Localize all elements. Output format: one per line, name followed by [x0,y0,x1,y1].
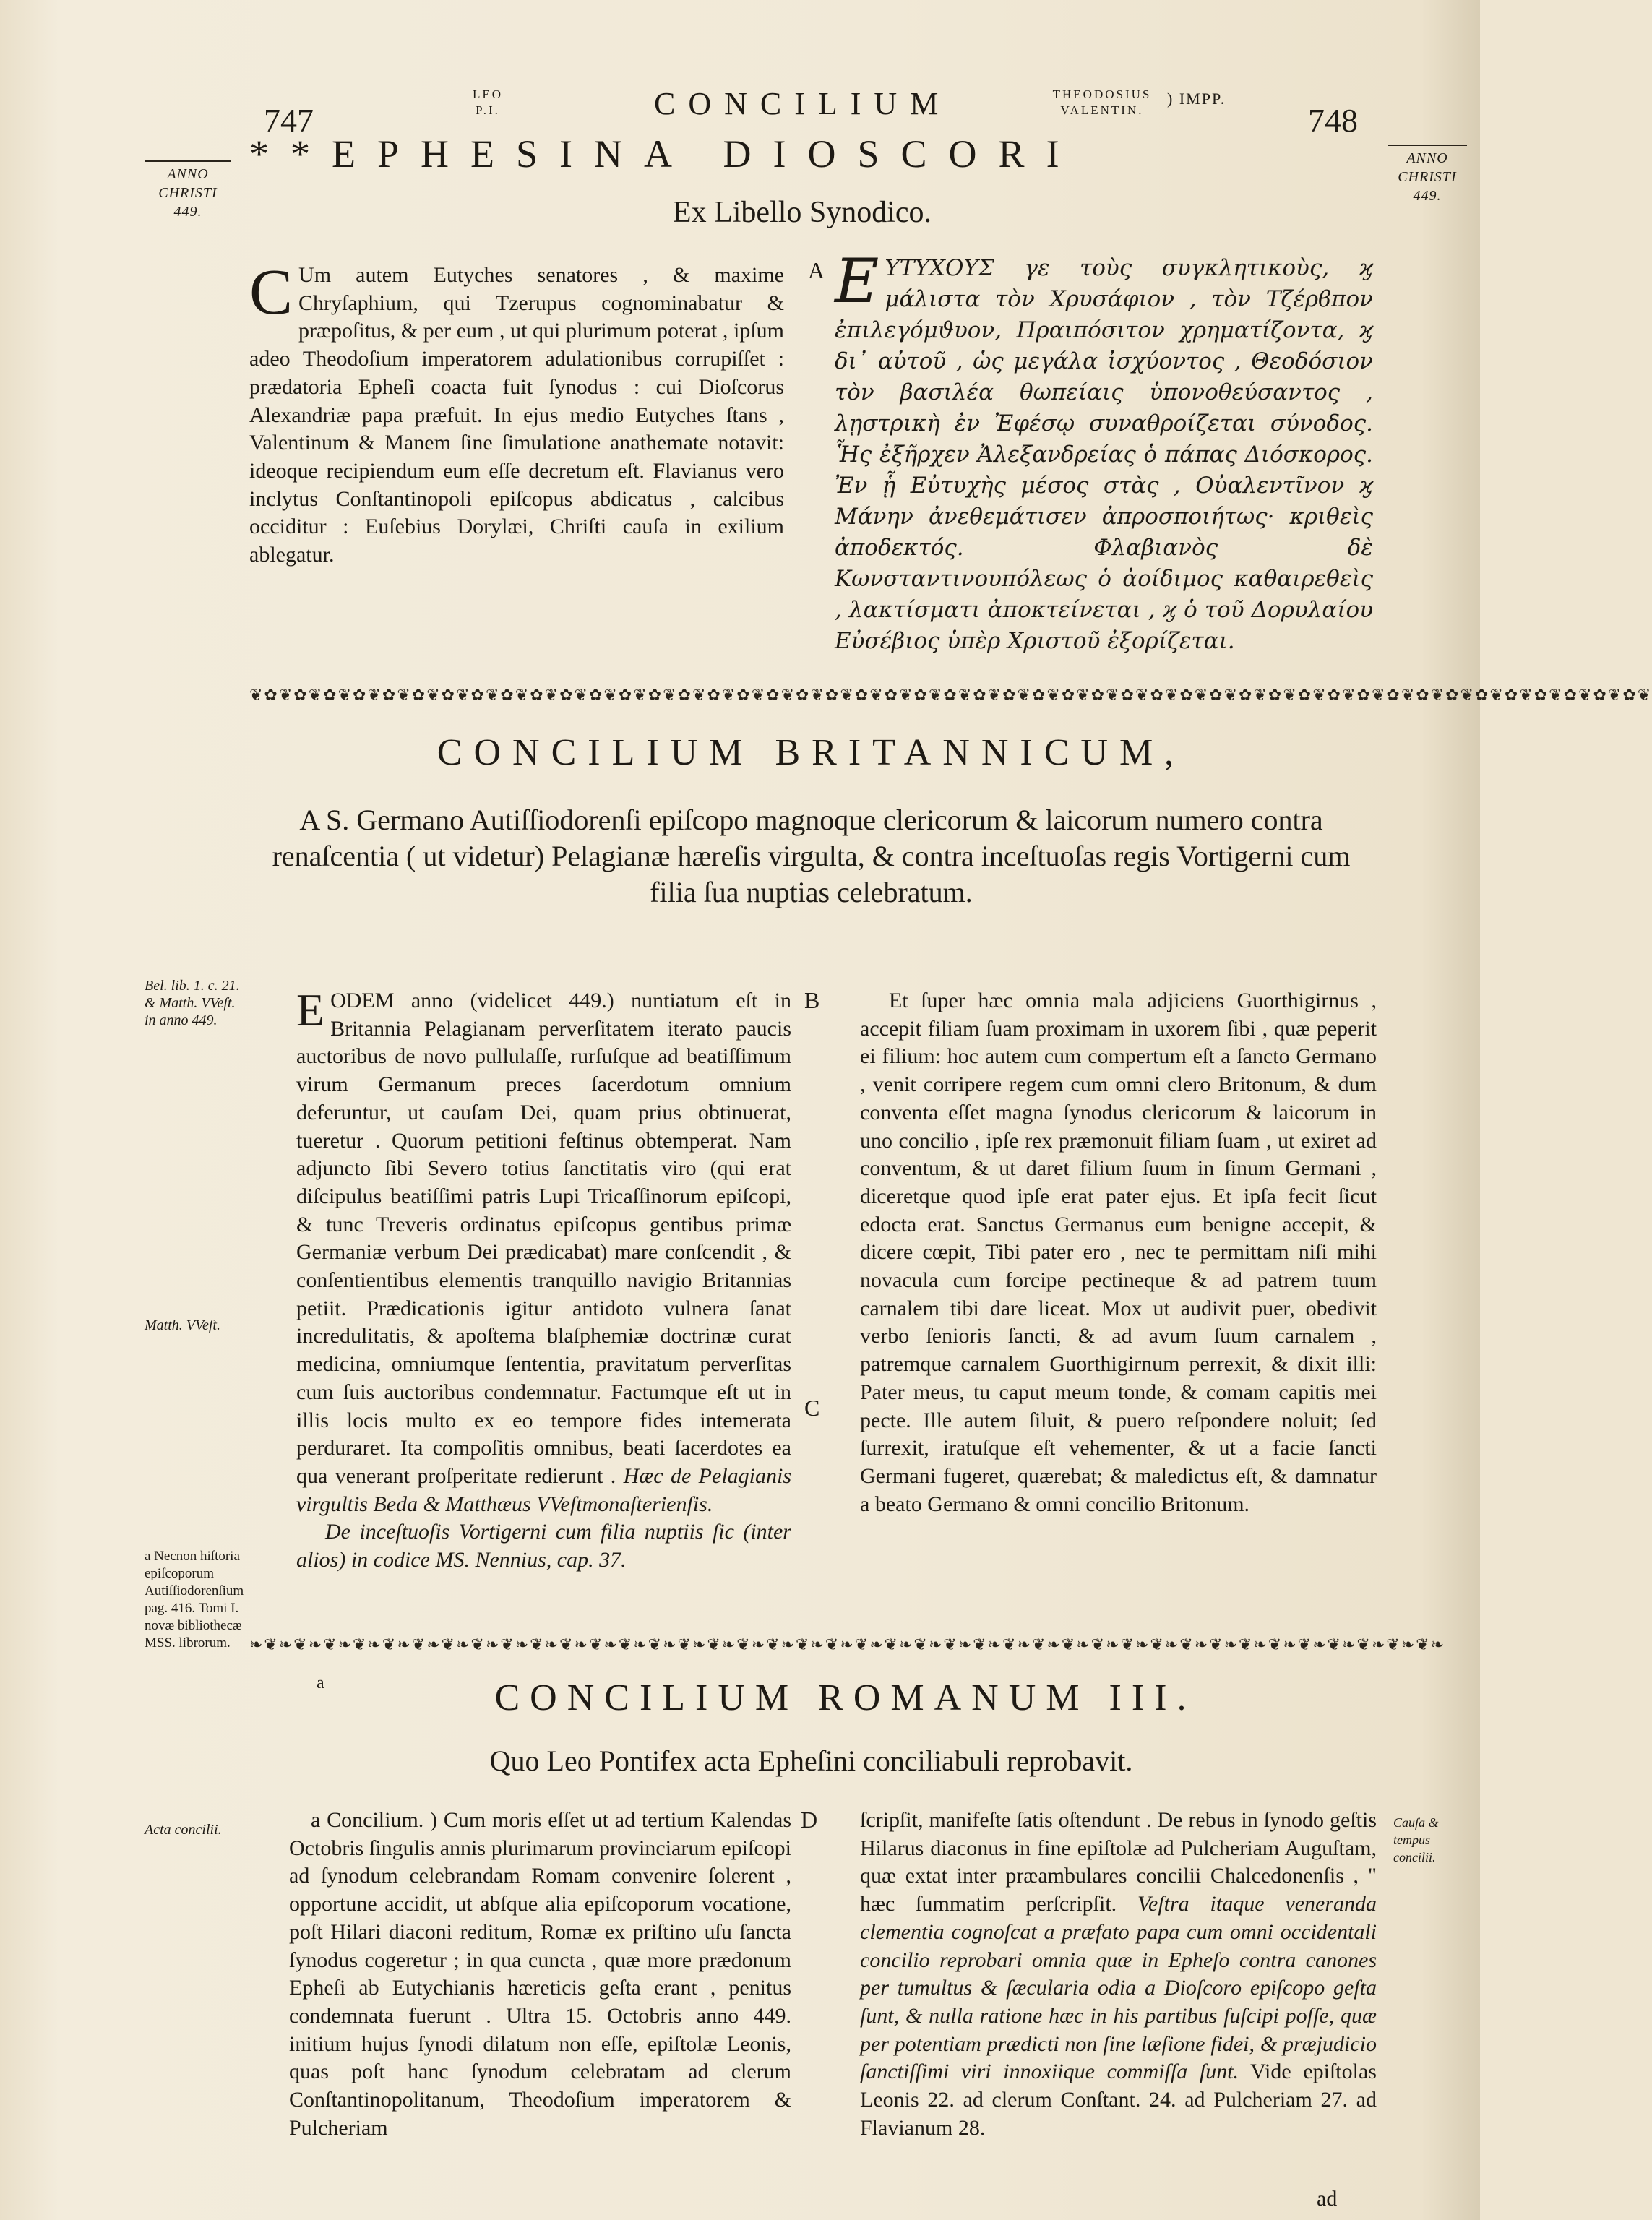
pope-name: LEO [472,87,504,101]
emperor-2: VALENTIN. [1060,103,1144,117]
emperors-header [1041,87,1163,119]
romanum-subheading: Quo Leo Pontifex acta Epheſini conciliabuli reprobavit. [489,1744,1133,1777]
margin-note-bede: Bel. lib. 1. c. 21. & Matth. VVeſt. in anno 449. [145,978,240,1028]
latin-column-1 [249,257,784,637]
latin-text: Um autem Eutyches senatores , & maxime Chryſaphium, qui Tzerupus cognominabatur & præpoſitus, & per eum , ut qui plurimum poterat , ipſum adeo Theodoſium imperatorem adulationibus corrupiſſet : prædatoria Epheſi coacta fuit ſynodus : cui Dioſcorus Alexandriæ papa præfuit. In ejus medio Eutyches ſtans , Valentinum & Manem ſine ſimulatione anathemate notavit: ideoque recipiendum eum eſſe decretum eſt. Flavianus vero inclytus Conſtantinopoli epiſcopus abdicatus , calcibus occiditur : Euſebius Dorylæi, Chriſti cauſa in exilium ablegatur. [249,263,784,567]
romanum-right-quote: Veſtra itaque veneranda clementia cognoſcat a præfato papa cum omni occidentali concilio reprobari omnia quæ in Epheſo contra canones per tumultus & ſæcularia odia a Dioſcoro epiſcopo geſta ſunt, & nulla ratione hæc in his partibus ſuſcipi poſſe, quæ per potentiam prædicti non ſine læſione fidei, & præjudicio ſanctiſſimi viri innoxiique commiſſa ſunt. [860,1892,1377,2084]
year-label: 449. [173,204,202,220]
anno-christi-right [1388,145,1467,205]
greek-text: ΥΤΥΧΟΥΣ γε τοὺς συγκλητικοὺς, ϗ μάλιστα τὸν Χρυσάφιον , τὸν Τζέρϐπον ἐπιλεγόμϑυον, Πραιπόσιτον χρηματίζοντα, ϗ δι᾽ αὐτοῦ , ὡς μεγάλα ἰσχύοντος , Θεοδόσιον τὸν βασιλέα θωπείαις ὑπονοθεύσαντος , λῃστρικὴ ἐν Ἐφέσῳ συναθροίζεται σύνοδος. Ἧς ἐξῆρχεν Ἀλεξανδρείας ὁ πάπας Διόσκορος. Ἐν ᾗ Εὐτυχὴς μέσος στὰς , Οὐαλεντῖνον ϗ Μάνην ἀνεθεμάτισεν ἀπροσποιήτως· κριθεὶς ἀποδεκτός. Φλαβιανὸς δὲ Κωνσταντινουπόλεως ὁ ἀοίδιμος καθαιρεθεὶς , λακτίσματι ἀποκτείνεται , ϗ ὁ τοῦ Δορυλαίου Εὐσέβιος ὑπὲρ Χριστοῦ ἐξορίζεται. [835,255,1373,654]
anno-christi-left [145,160,231,221]
greek-drop-cap: Ε [835,246,879,317]
romanum-right-text: ſcripſit, manifeſte ſatis oſtendunt . De rebus in ſynodo geſtis Hilarus diaconus in fine epiſtolæ ad Pulcheriam Auguſtam, quæ extat inter præambulares concilii Chalcedonenſis , " hæc ſummatim perſcripſit. [860,1808,1377,1916]
margin-note-historia: a Necnon hiſtoria epiſcoporum Autiſſiodorenſium pag. 416. Tomi I. novæ bibliothecæ MSS. librorum. [145,1549,244,1651]
drop-cap: C [249,257,293,328]
pope-number: P.I. [476,103,500,117]
ornament-divider-1: ❦✿❦✿❦✿❦✿❦✿❦✿❦✿❦✿❦✿❦✿❦✿❦✿❦✿❦✿❦✿❦✿❦✿❦✿❦✿❦✿❦✿❦✿❦✿❦✿❦✿❦✿❦✿❦✿❦✿❦✿❦✿❦✿❦✿❦✿❦✿❦✿❦✿❦✿❦✿❦✿❦✿❦✿❦✿❦✿❦✿❦✿❦✿❦ [249,687,1652,705]
catchword: ad [1317,2187,1338,2211]
margin-letter-d: D [801,1807,818,1833]
margin-note-acta: Acta concilii. [145,1822,222,1838]
romanum-right-column [860,1807,1377,2182]
britannicum-note-nennius: De inceſtuoſis Vortigerni cum filia nuptiis ſic (inter alios) in codice MS. Nennius, cap. 37. [296,1520,791,1572]
heading-note-marker: a [317,1674,324,1692]
emperor-1: THEODOSIUS [1052,87,1152,101]
margin-letter-b: B [804,987,820,1013]
christi-label: CHRISTI [158,185,218,201]
margin-letter-a: A [808,257,825,283]
ornament-divider-2: ❧❦❧❦❧❦❧❦❧❦❧❦❧❦❧❦❧❦❧❦❧❦❧❦❧❦❧❦❧❦❧❦❧❦❧❦❧❦❧❦❧❦❧❦❧❦❧❦❧❦❧❦❧❦❧❦❧❦❧❦❧❦❧❦❧❦❧❦❧❦❧❦❧❦❧❦❧❦❧❦❧ [249,1636,1446,1654]
britannicum-heading: CONCILIUM BRITANNICUM, [436,732,1186,773]
pope-header [455,87,520,119]
drop-cap: E [296,984,325,1036]
ephesina-title: **EPHESINA DIOSCORI [249,132,1081,176]
ex-libello-subtitle: Ex Libello Synodico. [672,196,932,229]
margin-letter-c: C [804,1395,820,1421]
anno-label: ANNO [1406,150,1448,166]
greek-column-1 [835,246,1373,668]
year-label: 449. [1413,188,1442,204]
romanum-right-end: Vide epiſtolas Leonis 22. ad clerum Conſtant. 24. ad Pulcheriam 27. ad Flavianum 28. [860,2060,1377,2140]
christi-label: CHRISTI [1398,169,1457,185]
britannicum-right-column: Et ſuper hæc omnia mala adjiciens Guorthigirnus , accepit filiam ſuam proximam in uxorem ſibi , quæ peperit ei filium: hoc autem cum compertum eſt a ſancto Germano , venit corripere regem cum omni clero Britonum, & dum conventa eſſet magna ſynodus clericorum & laicorum in uno concilio , ipſe rex præmonuit filiam ſuam , ut exiret ad conventum, & ut daret filium ſuum in ſinum Germani , diceretque quod ipſe erat pater ejus. Et ipſa fecit ſicut edocta erat. Sanctus Germanus eum benigne accepit, & dicere cœpit, Tibi pater ero , nec te permittam niſi mihi novacula cum forcipe pectineque & ad patrem tuum carnalem tibi dare liceat. Mox ut audivit puer, obedivit verbo ſenioris ſancti, & ad avum ſuum carnalem , patremque carnalem Guorthigirnum perrexit, & dixit illi: Pater meus, tu caput meum tonde, & comam capitis mei pecte. Ille autem ſiluit, & puero reſpondere noluit; ſed ſurrexit, iratuſque eſt vehementer, & ut a facie ſancti Germani fugeret, quærebat; & maledictus eſt, & damnatur a beato Germano & omni concilio Britonum. [860,989,1377,1516]
anno-label: ANNO [167,166,209,182]
impp-label: ) IMPP. [1167,90,1226,108]
page-number-left: 747 [264,102,314,139]
britannicum-note-bede: Hæc de Pelagianis virgultis Beda & Matthæus VVeſtmonaſterienſis. [296,1463,791,1516]
britannicum-subheading: A S. Germano Autiſſiodorenſi epiſcopo magnoque clericorum & laicorum numero contra renaſcentia ( ut videtur) Pelagianæ hæreſis virgulta, & contra inceſtuoſas regis Vortigerni cum filia ſua nuptias celebratum. [272,804,1351,908]
romanum-heading: CONCILIUM ROMANUM III. [494,1677,1197,1718]
page-number-right: 748 [1308,102,1358,139]
romanum-left-column: a Concilium. ) Cum moris eſſet ut ad tertium Kalendas Octobris ſingulis annis plurimarum provinciarum epiſcopi ad ſynodum celebrandam Romam convenire ſolerent , opportune accidit, ut abſque alia epiſcoporum vocatione, poſt Hilari diaconi reditum, Romæ ex priſtino uſu ſancta ſynodus cogeretur ; in qua cuncta , quæ more prædonum Epheſi ab Eutychianis hæreticis geſta erant , penitus condemnata fuerunt . Ultra 15. Octobris anno 449. initium hujus ſynodi dilatum non eſſe, epiſtolæ Leonis, quas poſt hanc ſynodum celebratam ad clerum Conſtantinopolitanum, Theodoſium imperatorem & Pulcheriam [289,1808,791,2140]
margin-note-causa: Cauſa & tempus concilii. [1393,1815,1439,1864]
margin-note-matth: Matth. VVeſt. [145,1317,220,1333]
britannicum-left-text: ODEM anno (videlicet 449.) nuntiatum eſt in Britannia Pelagianam perverſitatem iterato paucis auctoribus de novo pullulaſſe, rurſuſque ad beatiſſimum virum Germanum preces ſacerdotum omnium deferuntur, ut cauſam Dei, quam prius obtinuerat, tueretur . Quorum petitioni feſtinus obtemperat. Nam adjuncto ſibi Severo totius ſanctitatis viro (qui erat diſcipulus beatiſſimi patris Lupi Tricaſſinorum epiſcopi, & tunc Treveris ordinatus epiſcopus gentibus primæ Germaniæ verbum Dei prædicabat) mare conſcendit , & conſentientibus elementis tranquillo navigio Britannias petiit. Prædicationis igitur antidoto vulnera ſanat incredulitatis, & apoſtema blaſphemiæ doctrinæ curat medicina, omniumque ſententia, pravitatum perverſitas cum ſuis auctoribus condemnatur. Factumque eſt ut in illis locis multo ex eo tempore fides intemerata perduraret. Ita compoſitis omnibus, beati ſacerdotes ea qua venerant proſperitate redierunt . [296,989,791,1488]
running-title: CONCILIUM [654,86,952,121]
britannicum-left-column [296,984,791,1623]
